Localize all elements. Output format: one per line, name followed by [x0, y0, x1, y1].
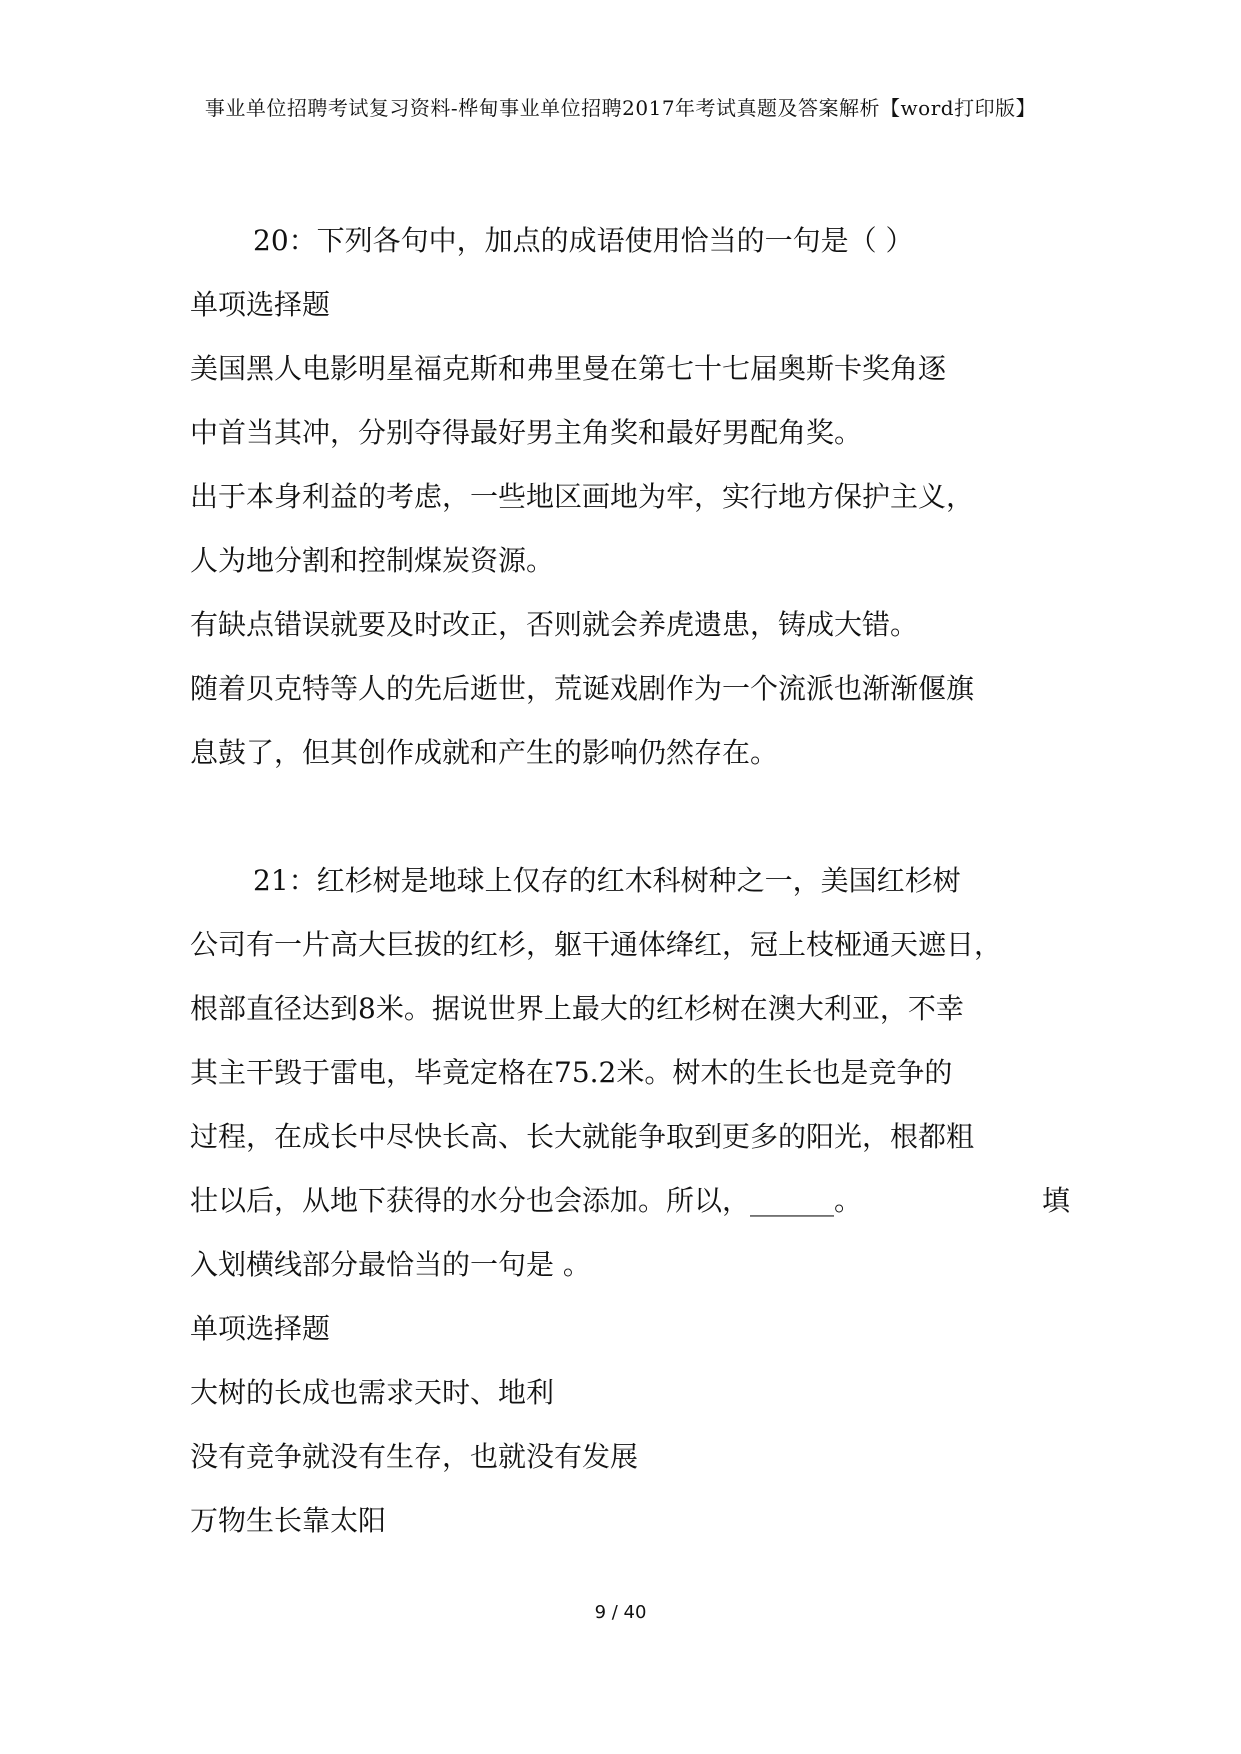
question-spacer — [190, 801, 1070, 865]
question-21-stem-line: 21：红杉树是地球上仅存的红木科树种之一，美国红杉树 — [253, 864, 961, 897]
question-21-stem-line: 入划横线部分最恰当的一句是 。 — [190, 1248, 591, 1281]
question-20-option-line: 息鼓了，但其创作成就和产生的影响仍然存在。 — [190, 736, 779, 769]
question-21-stem-line: 其主干毁于雷电，毕竟定格在75.2米。树木的生长也是竞争的 — [190, 1056, 953, 1089]
question-21-blank-sentence: 壮以后，从地下获得的水分也会添加。所以，______。 — [190, 1184, 863, 1217]
question-21-option: 没有竞争就没有生存，也就没有发展 — [190, 1440, 639, 1473]
question-21-option: 大树的长成也需求天时、地利 — [190, 1376, 555, 1409]
question-21-stem-line — [190, 1185, 1070, 1217]
question-20-option-line: 美国黑人电影明星福克斯和弗里曼在第七十七届奥斯卡奖角逐 — [190, 352, 947, 385]
question-21-stem-line: 公司有一片高大巨拔的红杉，躯干通体绛红，冠上枝桠通天遮日， — [190, 928, 1003, 961]
question-20-option-line: 随着贝克特等人的先后逝世，荒诞戏剧作为一个流派也渐渐偃旗 — [190, 672, 975, 705]
question-21-stem-line: 根部直径达到8米。据说世界上最大的红杉树在澳大利亚，不幸 — [190, 992, 964, 1025]
question-20-type: 单项选择题 — [190, 288, 331, 321]
question-20-option-line: 人为地分割和控制煤炭资源。 — [190, 544, 555, 577]
question-20-stem: 20：下列各句中，加点的成语使用恰当的一句是（ ） — [253, 224, 914, 257]
question-20-option-line: 中首当其冲，分别夺得最好男主角奖和最好男配角奖。 — [190, 416, 863, 449]
question-21-option: 万物生长靠太阳 — [190, 1504, 387, 1537]
document-body — [190, 225, 1070, 1569]
question-20-option-line: 出于本身利益的考虑，一些地区画地为牢，实行地方保护主义， — [190, 480, 975, 513]
question-21-fill-word: 填 — [1041, 1184, 1070, 1217]
question-20-option-line: 有缺点错误就要及时改正，否则就会养虎遗患，铸成大错。 — [190, 608, 919, 641]
page-number: 9 / 40 — [594, 1602, 647, 1623]
question-21-type: 单项选择题 — [190, 1312, 331, 1345]
page-header: 事业单位招聘考试复习资料-桦甸事业单位招聘2017年考试真题及答案解析【word打印版】 — [204, 96, 1037, 120]
question-21-stem-line: 过程，在成长中尽快长高、长大就能争取到更多的阳光，根都粗 — [190, 1120, 975, 1153]
